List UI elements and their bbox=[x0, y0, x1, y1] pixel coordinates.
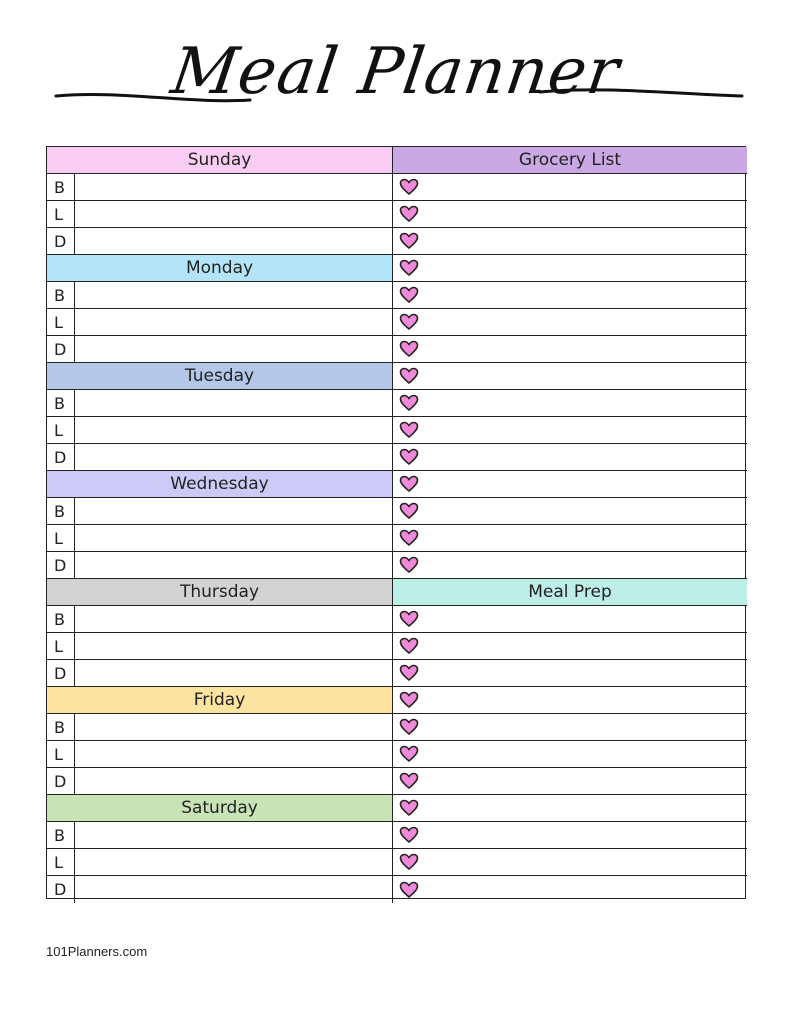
meal-letter: L bbox=[47, 741, 75, 767]
meal-row bbox=[47, 417, 392, 444]
heart-icon[interactable] bbox=[399, 286, 419, 304]
heart-icon[interactable] bbox=[399, 529, 419, 547]
meal-letter: L bbox=[47, 201, 75, 227]
meal-prep-item[interactable] bbox=[393, 687, 747, 714]
meal-prep-item[interactable] bbox=[393, 768, 747, 795]
heart-icon[interactable] bbox=[399, 313, 419, 331]
meal-row bbox=[47, 525, 392, 552]
heart-icon[interactable] bbox=[399, 881, 419, 899]
meal-row bbox=[47, 768, 392, 795]
grocery-list-item[interactable] bbox=[393, 174, 747, 201]
heart-icon[interactable] bbox=[399, 610, 419, 628]
meal-prep-item[interactable] bbox=[393, 849, 747, 876]
meal-row bbox=[47, 552, 392, 579]
grocery-list-item[interactable] bbox=[393, 309, 747, 336]
meal-entry-field[interactable] bbox=[75, 876, 392, 903]
day-header: Tuesday bbox=[47, 363, 392, 390]
meal-letter: B bbox=[47, 282, 75, 308]
days-column bbox=[47, 147, 393, 903]
meal-row bbox=[47, 174, 392, 201]
meal-row bbox=[47, 660, 392, 687]
meal-letter: B bbox=[47, 498, 75, 524]
meal-row bbox=[47, 228, 392, 255]
heart-icon[interactable] bbox=[399, 178, 419, 196]
heart-icon[interactable] bbox=[399, 664, 419, 682]
heart-icon[interactable] bbox=[399, 448, 419, 466]
meal-letter: B bbox=[47, 822, 75, 848]
heart-icon[interactable] bbox=[399, 799, 419, 817]
grocery-list-item[interactable] bbox=[393, 444, 747, 471]
footer-credit: 101Planners.com bbox=[46, 944, 148, 959]
meal-row bbox=[47, 876, 392, 903]
meal-row bbox=[47, 849, 392, 876]
heart-icon[interactable] bbox=[399, 826, 419, 844]
meal-prep-item[interactable] bbox=[393, 822, 747, 849]
day-header: Sunday bbox=[47, 147, 392, 174]
meal-entry-field[interactable] bbox=[75, 849, 392, 875]
meal-entry-field[interactable] bbox=[75, 606, 392, 632]
grocery-list-item[interactable] bbox=[393, 552, 747, 579]
meal-prep-item[interactable] bbox=[393, 741, 747, 768]
meal-entry-field[interactable] bbox=[75, 228, 392, 254]
meal-entry-field[interactable] bbox=[75, 174, 392, 200]
meal-letter: D bbox=[47, 228, 75, 254]
meal-prep-item[interactable] bbox=[393, 606, 747, 633]
meal-prep-header: Meal Prep bbox=[393, 579, 747, 606]
heart-icon[interactable] bbox=[399, 475, 419, 493]
heart-icon[interactable] bbox=[399, 745, 419, 763]
meal-letter: B bbox=[47, 606, 75, 632]
meal-row bbox=[47, 741, 392, 768]
grocery-list-item[interactable] bbox=[393, 498, 747, 525]
day-header: Thursday bbox=[47, 579, 392, 606]
meal-entry-field[interactable] bbox=[75, 390, 392, 416]
title-area bbox=[0, 0, 791, 140]
meal-entry-field[interactable] bbox=[75, 444, 392, 470]
heart-icon[interactable] bbox=[399, 232, 419, 250]
heart-icon[interactable] bbox=[399, 691, 419, 709]
heart-icon[interactable] bbox=[399, 502, 419, 520]
heart-icon[interactable] bbox=[399, 367, 419, 385]
meal-row bbox=[47, 606, 392, 633]
meal-prep-item[interactable] bbox=[393, 660, 747, 687]
meal-entry-field[interactable] bbox=[75, 822, 392, 848]
meal-letter: D bbox=[47, 444, 75, 470]
meal-letter: D bbox=[47, 660, 75, 686]
heart-icon[interactable] bbox=[399, 421, 419, 439]
grocery-list-item[interactable] bbox=[393, 390, 747, 417]
meal-letter: D bbox=[47, 876, 75, 903]
grocery-list-item[interactable] bbox=[393, 255, 747, 282]
heart-icon[interactable] bbox=[399, 556, 419, 574]
meal-row bbox=[47, 633, 392, 660]
day-header: Wednesday bbox=[47, 471, 392, 498]
meal-entry-field[interactable] bbox=[75, 282, 392, 308]
day-header: Saturday bbox=[47, 795, 392, 822]
grocery-list-item[interactable] bbox=[393, 363, 747, 390]
meal-letter: B bbox=[47, 714, 75, 740]
grocery-list-item[interactable] bbox=[393, 336, 747, 363]
page-title: Meal Planner bbox=[166, 35, 625, 109]
meal-letter: L bbox=[47, 849, 75, 875]
heart-icon[interactable] bbox=[399, 394, 419, 412]
meal-entry-field[interactable] bbox=[75, 552, 392, 578]
grocery-list-item[interactable] bbox=[393, 417, 747, 444]
meal-row bbox=[47, 201, 392, 228]
meal-entry-field[interactable] bbox=[75, 633, 392, 659]
meal-letter: B bbox=[47, 390, 75, 416]
heart-icon[interactable] bbox=[399, 718, 419, 736]
meal-letter: D bbox=[47, 336, 75, 362]
meal-entry-field[interactable] bbox=[75, 660, 392, 686]
meal-prep-item[interactable] bbox=[393, 633, 747, 660]
meal-letter: D bbox=[47, 552, 75, 578]
meal-entry-field[interactable] bbox=[75, 309, 392, 335]
meal-entry-field[interactable] bbox=[75, 768, 392, 794]
meal-row bbox=[47, 498, 392, 525]
meal-entry-field[interactable] bbox=[75, 417, 392, 443]
meal-entry-field[interactable] bbox=[75, 498, 392, 524]
meal-prep-item[interactable] bbox=[393, 714, 747, 741]
lists-column bbox=[393, 147, 747, 903]
heart-icon[interactable] bbox=[399, 259, 419, 277]
meal-entry-field[interactable] bbox=[75, 201, 392, 227]
meal-row bbox=[47, 444, 392, 471]
heart-icon[interactable] bbox=[399, 637, 419, 655]
grocery-list-item[interactable] bbox=[393, 525, 747, 552]
meal-entry-field[interactable] bbox=[75, 741, 392, 767]
grocery-list-header: Grocery List bbox=[393, 147, 747, 174]
meal-entry-field[interactable] bbox=[75, 525, 392, 551]
meal-row bbox=[47, 390, 392, 417]
grocery-list-item[interactable] bbox=[393, 201, 747, 228]
meal-entry-field[interactable] bbox=[75, 336, 392, 362]
heart-icon[interactable] bbox=[399, 340, 419, 358]
meal-row bbox=[47, 336, 392, 363]
day-header: Monday bbox=[47, 255, 392, 282]
heart-icon[interactable] bbox=[399, 205, 419, 223]
meal-letter: L bbox=[47, 525, 75, 551]
meal-row bbox=[47, 822, 392, 849]
planner-table bbox=[46, 146, 746, 899]
meal-entry-field[interactable] bbox=[75, 714, 392, 740]
meal-letter: L bbox=[47, 633, 75, 659]
meal-prep-item[interactable] bbox=[393, 876, 747, 903]
heart-icon[interactable] bbox=[399, 853, 419, 871]
meal-letter: D bbox=[47, 768, 75, 794]
meal-row bbox=[47, 309, 392, 336]
meal-row bbox=[47, 282, 392, 309]
meal-letter: L bbox=[47, 309, 75, 335]
meal-row bbox=[47, 714, 392, 741]
grocery-list-item[interactable] bbox=[393, 471, 747, 498]
meal-letter: B bbox=[47, 174, 75, 200]
heart-icon[interactable] bbox=[399, 772, 419, 790]
day-header: Friday bbox=[47, 687, 392, 714]
grocery-list-item[interactable] bbox=[393, 228, 747, 255]
meal-letter: L bbox=[47, 417, 75, 443]
grocery-list-item[interactable] bbox=[393, 282, 747, 309]
meal-prep-item[interactable] bbox=[393, 795, 747, 822]
